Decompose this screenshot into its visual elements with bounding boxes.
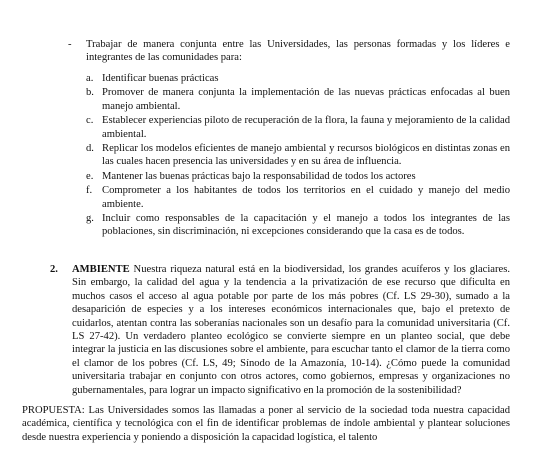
intro-text: Trabajar de manera conjunta entre las Universidades, las personas formadas y los líderes e integrantes de las comunidades para: bbox=[86, 39, 510, 64]
list-item bbox=[86, 142, 510, 169]
dash-bullet-marker: - bbox=[68, 39, 72, 50]
list-item-text: Comprometer a los habitantes de todos los territorios en el cuidado y manejo del medio ambiente. bbox=[102, 185, 510, 210]
section-number: 2. bbox=[50, 264, 58, 275]
list-marker: a. bbox=[86, 73, 94, 84]
list-item bbox=[86, 170, 510, 183]
list-item-text: Identificar buenas prácticas bbox=[102, 73, 219, 84]
section-text: Nuestra riqueza natural está en la biodiversidad, los grandes acuíferos y los glaciares. Sin embargo, la calidad del agua y la tendencia a la privatización de ese recurso que dificulta en muchos casos el acceso al agua potable por parte de los más pobres (Cf. LS 29-30), sumado a la desaparición de especies y a los intereses económicos internacionales que, bajo el pretexto de cuidarlos, atentan contra las soberanías nacionales son un desafío para la comunidad universitaria (Cf. LS 27-42). Un verdadero planteo ecológico se convierte siempre en un planteo social, que debe integrar la justicia en las discusiones sobre el ambiente, para escuchar tanto el clamor de la tierra como el clamor de los pobres (Cf. LS, 49; Sínodo de la Amazonía, 10-14). ¿Cómo puede la comunidad universitaria trabajar en conjunto con otros actores, como gobiernos, empresas y organizaciones no gubernamentales, para lograr un impacto significativo en la promoción de la sostenibilidad? bbox=[72, 264, 510, 396]
list-item-text: Incluir como responsables de la capacitación y el manejo a todos los integrantes de las poblaciones, sin discriminación, ni excepciones considerando que la casa es de todos. bbox=[102, 213, 510, 238]
list-marker: c. bbox=[86, 115, 94, 127]
section-ambiente bbox=[50, 263, 510, 397]
list-item-text: Mantener las buenas prácticas bajo la responsabilidad de todos los actores bbox=[102, 170, 416, 182]
section-body bbox=[72, 263, 510, 397]
intro-bullet bbox=[70, 38, 510, 65]
action-list bbox=[86, 72, 510, 240]
list-item bbox=[86, 212, 510, 239]
list-marker: b. bbox=[86, 87, 94, 99]
list-marker: e. bbox=[86, 170, 94, 182]
list-marker: g. bbox=[86, 213, 94, 225]
list-marker: f. bbox=[86, 185, 93, 197]
list-marker: d. bbox=[86, 143, 94, 155]
propuesta-paragraph: PROPUESTA: Las Universidades somos las llamadas a poner al servicio de la sociedad toda nuestra capacidad académica, científica y tecnológica con el fin de identificar problemas de índole ambiental y plantear soluciones desde nuestra experiencia y poniendo a disposición la capacidad logística, el talento bbox=[22, 405, 510, 443]
list-item bbox=[86, 114, 510, 141]
list-item-text: Establecer experiencias piloto de recuperación de la flora, la fauna y mejoramiento de la calidad ambiental. bbox=[102, 115, 510, 140]
list-item bbox=[86, 72, 510, 85]
list-item bbox=[86, 184, 510, 211]
list-item bbox=[86, 86, 510, 113]
list-item-text: Replicar los modelos eficientes de manejo ambiental y recursos biológicos en distintas zonas en las cuales hacen presencia las universidades y en su área de influencia. bbox=[102, 143, 510, 168]
list-item-text: Promover de manera conjunta la implementación de las nuevas prácticas enfocadas al buen manejo ambiental. bbox=[102, 87, 510, 112]
section-heading: AMBIENTE bbox=[72, 264, 130, 275]
